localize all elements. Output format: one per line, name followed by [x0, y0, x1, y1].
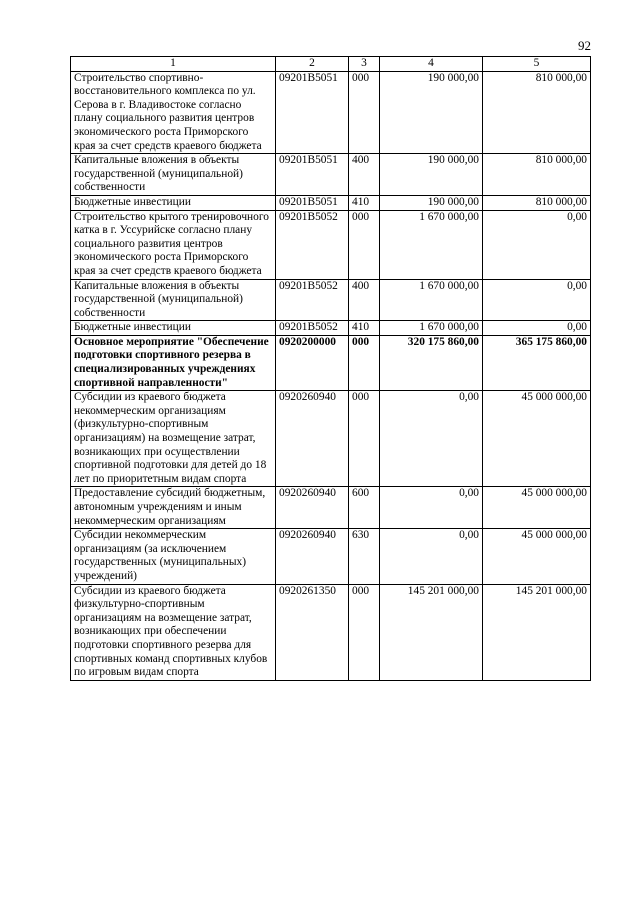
row-value-col4: 190 000,00: [380, 71, 483, 154]
table-row: [71, 529, 591, 584]
table-row: [71, 391, 591, 487]
row-value-col4: 190 000,00: [380, 154, 483, 196]
row-value-col4: 1 670 000,00: [380, 279, 483, 321]
row-name: Бюджетные инвестиции: [71, 195, 276, 210]
table-row: [71, 487, 591, 529]
row-value-col5: 0,00: [483, 210, 591, 279]
row-name: Субсидии некоммерческим организациям (за исключением государственных (муниципальных) учреждений): [71, 529, 276, 584]
row-code: 0920260940: [276, 487, 349, 529]
row-code: 0920260940: [276, 391, 349, 487]
row-value-col5: 145 201 000,00: [483, 584, 591, 680]
row-code: 09201B5051: [276, 71, 349, 154]
row-name: Субсидии из краевого бюджета физкультурно-спортивным организациям на возмещение затрат, возникающих при обеспечении подготовки спортивного резерва для спортивных команд спортивных клубов по игровым видам спорта: [71, 584, 276, 680]
row-name: Предоставление субсидий бюджетным, автономным учреждениям и иным некоммерческим организациям: [71, 487, 276, 529]
header-col-2: 2: [276, 57, 349, 72]
row-value-col5: 365 175 860,00: [483, 335, 591, 390]
table-row: [71, 335, 591, 390]
row-type: 000: [349, 335, 380, 390]
header-row: [71, 57, 591, 72]
table-row: [71, 195, 591, 210]
row-value-col5: 45 000 000,00: [483, 529, 591, 584]
row-value-col5: 45 000 000,00: [483, 391, 591, 487]
row-code: 0920260940: [276, 529, 349, 584]
row-value-col4: 145 201 000,00: [380, 584, 483, 680]
row-type: 410: [349, 321, 380, 336]
row-value-col4: 320 175 860,00: [380, 335, 483, 390]
row-value-col5: 45 000 000,00: [483, 487, 591, 529]
row-type: 000: [349, 391, 380, 487]
header-col-3: 3: [349, 57, 380, 72]
row-code: 09201B5052: [276, 321, 349, 336]
table-row: [71, 210, 591, 279]
row-value-col4: 0,00: [380, 487, 483, 529]
header-col-1: 1: [71, 57, 276, 72]
table-row: [71, 279, 591, 321]
row-code: 09201B5052: [276, 279, 349, 321]
row-name: Капитальные вложения в объекты государственной (муниципальной) собственности: [71, 154, 276, 196]
row-code: 09201B5051: [276, 195, 349, 210]
row-type: 630: [349, 529, 380, 584]
table-row: [71, 71, 591, 154]
row-type: 000: [349, 71, 380, 154]
budget-table: [70, 56, 591, 681]
row-name: Строительство крытого тренировочного катка в г. Уссурийске согласно плану социального развития центров экономического роста Приморского края за счет средств краевого бюджета: [71, 210, 276, 279]
table-row: [71, 584, 591, 680]
row-type: 410: [349, 195, 380, 210]
header-col-4: 4: [380, 57, 483, 72]
row-name: Строительство спортивно-восстановительного комплекса по ул. Серова в г. Владивостоке согласно плану социального развития центров экономического роста Приморского края за счет средств краевого бюджета: [71, 71, 276, 154]
row-type: 400: [349, 279, 380, 321]
row-value-col5: 0,00: [483, 279, 591, 321]
page-number: 92: [578, 38, 591, 53]
row-value-col5: 810 000,00: [483, 195, 591, 210]
table-row: [71, 321, 591, 336]
row-value-col5: 810 000,00: [483, 154, 591, 196]
row-value-col4: 0,00: [380, 529, 483, 584]
row-name: Субсидии из краевого бюджета некоммерческим организациям (физкультурно-спортивным организациям) на возмещение затрат, возникающих при осуществлении спортивной подготовки для детей до 18 лет по приоритетным видам спорта: [71, 391, 276, 487]
row-type: 000: [349, 584, 380, 680]
row-code: 0920200000: [276, 335, 349, 390]
row-value-col4: 1 670 000,00: [380, 210, 483, 279]
row-value-col4: 1 670 000,00: [380, 321, 483, 336]
row-code: 09201B5051: [276, 154, 349, 196]
row-name: Бюджетные инвестиции: [71, 321, 276, 336]
row-name: Капитальные вложения в объекты государственной (муниципальной) собственности: [71, 279, 276, 321]
row-type: 000: [349, 210, 380, 279]
row-value-col4: 190 000,00: [380, 195, 483, 210]
row-type: 400: [349, 154, 380, 196]
row-type: 600: [349, 487, 380, 529]
row-name: Основное мероприятие "Обеспечение подготовки спортивного резерва в специализированных учреждениях спортивной направленности": [71, 335, 276, 390]
row-value-col5: 0,00: [483, 321, 591, 336]
header-col-5: 5: [483, 57, 591, 72]
table-row: [71, 154, 591, 196]
row-code: 0920261350: [276, 584, 349, 680]
row-value-col4: 0,00: [380, 391, 483, 487]
row-value-col5: 810 000,00: [483, 71, 591, 154]
row-code: 09201B5052: [276, 210, 349, 279]
